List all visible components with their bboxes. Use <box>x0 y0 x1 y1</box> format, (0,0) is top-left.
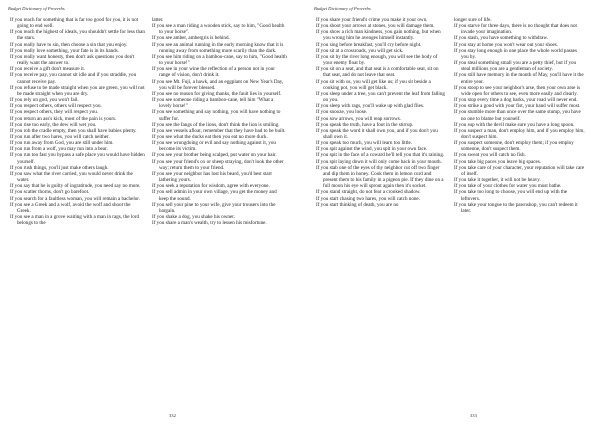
proverb-entry: If you start chasing two hares, you will catch none. <box>316 195 420 202</box>
proverb-entry: If you stab one of the eyes of thy neighbor cut off two finger and dip them in honey. Cook them in lemon curd and present them to his family in a pigeon pie. If they dine on a full moon his eye will sprout again then it's socket. <box>316 164 444 190</box>
proverb-entry: If you refuse to be made straight when you are green, you will not be made straight when you are dry. <box>10 84 145 97</box>
proverb-entry: If you search for a faultless woman, you will remain a bachelor. <box>10 195 140 202</box>
running-head: Budget Dictionary of Proverbs <box>314 6 371 11</box>
proverb-entry: If you stay at home you won't wear out your shoes. <box>454 41 559 48</box>
column-right-2 <box>454 17 592 214</box>
proverb-entry: If you see what the ducks eat then you eat no more duck. <box>152 133 268 140</box>
proverb-entry: If you receive a gift don't measure it. <box>10 66 86 73</box>
proverb-entry: If you take of your clothes for water you must bathe. <box>454 183 562 190</box>
proverb-entry: If you see no reason for giving thanks, the fault lies in yourself. <box>152 90 282 97</box>
proverb-entry: If you run away from God, you are still under him. <box>10 140 114 147</box>
proverb-entry: If you see someone riding a bamboo-cane, tell him "What a lovely horse!" <box>152 97 274 110</box>
proverb-entry: If you see a man in a grove waiting with a man in rags, the lord belongs to the <box>10 214 140 227</box>
proverb-entry: If you seek a reputation for wisdom, agree with everyone. <box>152 183 270 190</box>
proverb-entry: If you stand straight, do not fear a crooked shadow. <box>316 189 421 196</box>
proverb-entry: If you stash, you have something to withdraw. <box>454 35 549 42</box>
column-left-1 <box>10 17 152 226</box>
proverb-entry: If you saw what the river carried, you would never drink the water. <box>10 170 133 184</box>
proverb-entry: If you sit by the river long enough, you will see the body of your enemy float by. <box>316 53 438 67</box>
proverb-entry: longer sure of life. <box>454 17 492 23</box>
proverb-entry: If you scatter thorns, don't go barefoot. <box>10 189 90 196</box>
proverb-entry: If you sleep under a tree, you can't prevent the leaf from falling on you. <box>316 90 445 104</box>
proverb-entry: If you share your friend's crime you make it your own. <box>316 17 428 23</box>
proverb-entry: If you sweat you will catch no fish. <box>454 152 526 159</box>
proverb-entry: If you see an animal running in the early morning know that it is running away from something more scarily than the dark. <box>152 41 284 54</box>
proverb-entry: If you rise too early, the dew will wet you. <box>10 121 97 128</box>
proverb-entry: If you speak the word it shall own you, and if you don't you shall own it. <box>316 127 438 140</box>
entry-columns <box>316 17 592 214</box>
proverb-entry: If you see a man riding a wooden stick, say to him, "Good health to your horse". <box>152 23 285 36</box>
page-number: 333 <box>470 413 477 418</box>
proverb-entry: If you see a Greek and a wolf, avoid the wolf and shoot the Greek. <box>10 201 131 214</box>
proverb-entry: If you see the fangs of the lions, don't think the lion is smiling. <box>152 121 280 128</box>
proverb-entry: If you see wrongdoing or evil and say nothing against it, you become its victim. <box>152 140 276 153</box>
proverb-entry: If you sow arrows, you will reap sorrows. <box>316 115 402 122</box>
proverb-entry: If you respect others, they will respect you. <box>10 109 99 116</box>
right-page <box>300 0 600 424</box>
proverb-entry: If you see your neighbor has lost his beard, you'd best start lathering yours. <box>152 170 272 184</box>
proverb-entry: If you speak the truth, have a foot in the stirrup. <box>316 121 414 128</box>
proverb-entry: If you take too long to choose, you will end up with the leftovers. <box>454 189 568 202</box>
proverb-entry: If you say that he is guilty of ingratitude, you need say no more. <box>10 183 141 190</box>
proverb-entry: If you suspect a man, don't employ him, and if you employ him, don't suspect him. <box>454 127 585 140</box>
proverb-entry: If you receive pay, you cannot sit idle and if you straddle, you cannot receive pay. <box>10 72 137 85</box>
proverb-entry: If you run after two hares, you will catch neither. <box>10 133 110 140</box>
proverb-entry: If you rob the cradle empty, then you shall have babies plenty. <box>10 127 137 134</box>
proverb-entry: If you sit at a crossroads, you will get sick. <box>316 47 404 54</box>
proverb-entry: If you stay long enough in one place the whole world passes you by. <box>454 47 577 60</box>
proverb-entry: If you reach for something that is far too good for you, it is not going to end well. <box>10 17 139 30</box>
proverb-entry: If you take care of your character, your reputation will take care of itself. <box>454 164 585 177</box>
proverb-entry: If you see vessels afloat, remember that they have had to be built. <box>152 127 286 134</box>
proverb-entry: If you spit laying down it will only come back in your mouth. <box>316 158 442 165</box>
proverb-entry: If you share a man's wealth, try to lessen his misfortune. <box>152 220 267 227</box>
proverb-entry: If you take big paces you leave big spaces. <box>454 158 541 165</box>
proverb-entry: If you really have to sin, then choose a sin that you enjoy. <box>10 41 128 48</box>
proverb-entry: If you really want honesty, then don't ask questions you don't really want the answer to. <box>10 53 135 67</box>
proverb-entry: If you start thinking of death, you are no <box>316 201 399 208</box>
proverb-entry: If you really love something, your fate is in its hands. <box>10 47 119 54</box>
proverb-entry: If you respect others, others will respect you. <box>10 103 102 110</box>
running-head: Budget Dictionary of Proverbs <box>8 6 65 11</box>
proverb-entry: If you sit on a seat, and that seat is a comfortable seat, sit on that seat, and do not leave that seat. <box>316 66 439 79</box>
proverb-entry: If you still have memory in the month of May, you'll have it the entire year. <box>454 72 584 85</box>
proverb-entry: If you see him riding on a bamboo-cane, say to him, "Good health to your horse!" <box>152 53 287 67</box>
proverb-entry: If you reach the highest of ideals, you shouldn't settle for less than the stars. <box>10 29 145 42</box>
proverb-entry: If you take your tongue to the pawnshop, you can't redeem it later. <box>454 201 578 214</box>
proverb-entry: If you run from a wolf, you may run into a bear. <box>10 146 108 153</box>
proverb-entry: If you shake a dog, you shake his owner. <box>152 214 235 220</box>
proverb-entry: If you sell admin in your own village, you get the money and keep the sound. <box>152 189 277 202</box>
column-right-1 <box>316 17 454 214</box>
proverb-entry: If you spit in the face of a coward he'll tell you that it's raining. <box>316 152 445 159</box>
proverb-entry: If you see amber, ambergris is behind. <box>152 35 230 42</box>
proverb-entry: If you shoot your arrows at stones, you will damage them. <box>316 23 435 30</box>
proverb-entry: If you take it together, it will not be heavy. <box>454 177 541 184</box>
proverb-entry: If you run too fast you bypass a safe place you would have hidden yourself. <box>10 152 145 165</box>
proverb-entry: If you sing before breakfast, you'll cry before night. <box>316 41 422 48</box>
proverb-entry: If you steal something small you are a petty thief, but if you steal millions you are a gentleman of society. <box>454 60 577 73</box>
proverb-entry: If you stumble more than once over the same stump, you have no one to blame but yourself. <box>454 109 581 122</box>
proverb-entry: If you return an ass's kick, most of the pain is yours. <box>10 115 117 122</box>
proverb-entry: If you sleep with rags, you'll wake up with glad flies. <box>316 103 425 110</box>
proverb-entry: If you rush things, you'll just make others laugh. <box>10 164 109 171</box>
proverb-entry: If you stop every time a dog barks, your road will never end. <box>454 97 578 104</box>
proverb-entry: latter. <box>152 17 164 23</box>
proverb-entry: If you starve for three days, there is no thought that does not invade your imagination. <box>454 23 577 36</box>
proverb-entry: If you sell your pine to your wife, give your trousers into the bargain. <box>152 201 276 214</box>
proverb-entry: If you sit with us, you will get like us; if you sit beside a cooking pot, you will get black. <box>316 78 431 91</box>
proverb-entry: If you snooze, you loose. <box>316 109 368 116</box>
proverb-entry: If you stoop to see your neighbor's arse, then your own arse is wide open for others to see, even more easily and clearly. <box>454 84 581 97</box>
proverb-entry: If you strike a good with your fist, your hand will suffer most. <box>454 103 581 110</box>
column-left-2 <box>152 17 294 226</box>
proverb-entry: If you show a rich man kindness, you gain nothing, but when you wrong him he avenges himself instantly. <box>316 29 441 42</box>
proverb-entry: If you rely on god, you won't fail. <box>10 97 79 104</box>
proverb-entry: If you suspect someone, don't employ them; if you employ someone, don't suspect them. <box>454 140 574 153</box>
proverb-entry: If you see your friend's ox or sheep straying, don't look the other way; return them to your friend. <box>152 158 284 171</box>
proverb-entry: If you see your brother being scalped, put water on your hair. <box>152 152 277 159</box>
proverb-entry: If you see something and say nothing, you will have nothing to suffer for. <box>152 109 281 122</box>
proverb-entry: If you sup with the devil make sure you have a long spoon. <box>454 121 575 128</box>
proverb-entry: If you see Mt. Fuji, a hawk, and an eggplant on New Year's Day, you will be forever blessed. <box>152 78 284 91</box>
proverb-entry: If you see in your wine the reflection of a person not in your range of vision, don't drink it. <box>152 66 275 79</box>
entry-columns <box>10 17 294 226</box>
proverb-entry: If you speak too much, you will learn too little. <box>316 140 413 147</box>
page-number: 332 <box>169 413 176 418</box>
proverb-entry: If you spit against the wind, you spit in your own face. <box>316 146 428 153</box>
